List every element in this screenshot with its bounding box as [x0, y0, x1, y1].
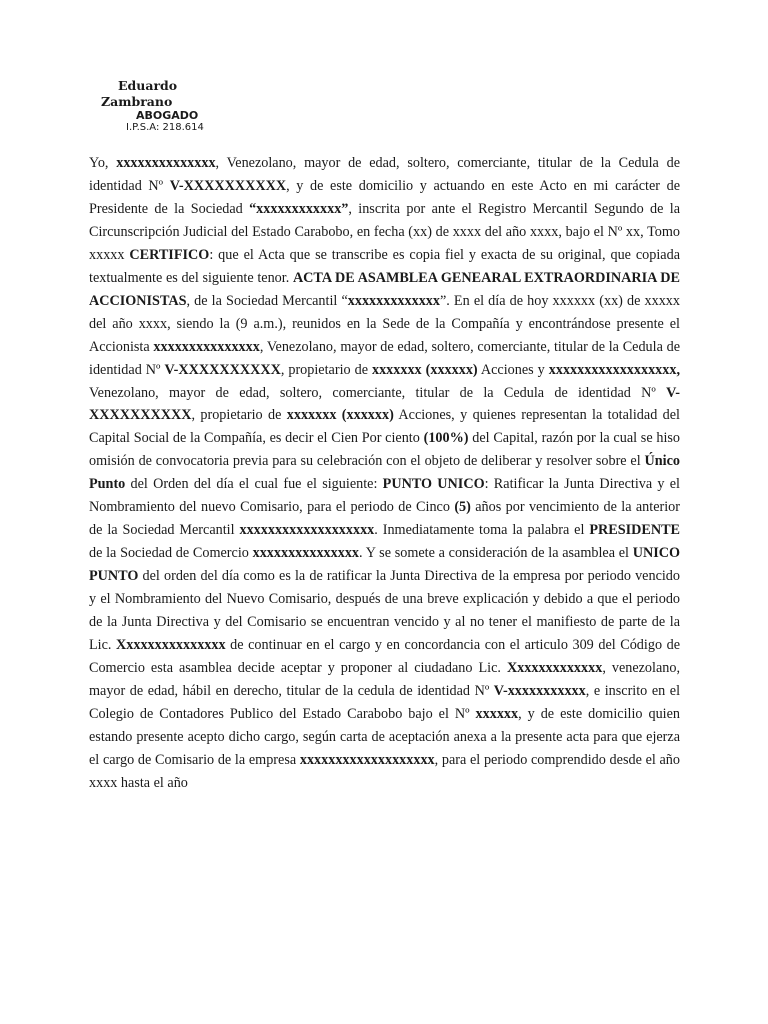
bold-text-run: PRESIDENTE [589, 522, 680, 539]
lawyer-first-name: Eduardo [118, 78, 178, 93]
text-run: , propietario de [191, 407, 287, 424]
text-run: años por vencimiento de la anterior de la Sociedad Mercantil [89, 499, 680, 539]
text-run: Acciones, y quienes representan la totalidad del Capital Social de la Compañía, es decir el Cien Por ciento [89, 407, 680, 447]
text-run: , para el periodo comprendido desde el año xxxx hasta el año [89, 751, 680, 791]
text-run: . Y se somete a consideración de la asamblea el [359, 545, 633, 562]
bold-text-run: “xxxxxxxxxxxx” [249, 200, 349, 217]
bold-text-run: (5) [454, 499, 471, 516]
bold-text-run: xxxxxxxxxxxxxxxxxx, [548, 361, 680, 378]
bold-text-run: xxxxxx [475, 705, 519, 722]
text-run: : que el Acta que se transcribe es copia fiel y exacta de su original, que copiada textualmente es del siguiente tenor. [89, 246, 680, 286]
bold-text-run: ACTA DE ASAMBLEA GENEARAL EXTRAORDINARIA DE ACCIONISTAS [89, 269, 680, 309]
text-run: , venezolano, mayor de edad, hábil en derecho, titular de la cedula de identidad Nº [89, 659, 680, 699]
text-run: . Inmediatamente toma la palabra el [374, 522, 590, 539]
text-run: : Ratificar la Junta Directiva y el Nombramiento del nuevo Comisario, para el periodo de Cinco [89, 476, 681, 516]
lawyer-title: ABOGADO [136, 109, 199, 122]
text-run: , y de este domicilio quien estando presente acepto dicho cargo, según carta de aceptación anexa a la presente acta para que ejerza el cargo de Comisario de la empresa [89, 705, 680, 768]
text-run: , inscrita por ante el Registro Mercantil Segundo de la Circunscripción Judicial del Estado Carabobo, en fecha (xx) de xxxx del año xxxx, bajo el Nº xx, Tomo xxxxx [89, 200, 680, 263]
bold-text-run: xxxxxxxxxxxxxxx [252, 545, 359, 562]
text-run: del orden del día como es la de ratificar la Junta Directiva de la empresa por periodo vencido y el Nombramiento del Nuevo Comisario, después de una breve explicación y debido a que el periodo de la Junta Directiva y del Comisario se encuentran vencido y al no tener el manifiesto de parte de la Lic. [89, 568, 680, 654]
text-run: , Venezolano, mayor de edad, soltero, comerciante, titular de la Cedula de identidad Nº [89, 338, 681, 378]
letterhead [96, 78, 296, 133]
text-run: de la Sociedad de Comercio [89, 545, 253, 562]
text-run: ”. En el día de hoy xxxxxx (xx) de xxxxx del año xxxx, siendo la (9 a.m.), reunidos en la Sede de la Compañía y encontrándose presente el Accionista [89, 292, 680, 355]
bold-text-run: xxxxxxxxxxxxxxxxxxx [299, 751, 435, 768]
text-run: del Capital, razón por la cual se hiso omisión de convocatoria previa para su celebración con el objeto de deliberar y resolver sobre el [89, 430, 680, 470]
bold-text-run: Xxxxxxxxxxxxx [506, 659, 603, 676]
bold-text-run: (100%) [423, 430, 469, 447]
bold-text-run: PUNTO UNICO [382, 476, 485, 493]
bold-text-run: Único Punto [89, 453, 680, 493]
bold-text-run: xxxxxxxxxxxxxx [116, 155, 216, 171]
bold-text-run: xxxxxxx (xxxxxx) [371, 361, 478, 378]
certificate-body-text [89, 152, 680, 795]
lawyer-last-name: Zambrano [101, 94, 173, 109]
bold-text-run: V-xxxxxxxxxxx [493, 682, 586, 699]
bold-text-run: V-XXXXXXXXXX [169, 177, 287, 194]
text-run: Venezolano, mayor de edad, soltero, comerciante, titular de la Cedula de identidad Nº [89, 384, 667, 401]
bold-text-run: V-XXXXXXXXXX [164, 361, 281, 378]
lawyer-registration: I.P.S.A: 218.614 [126, 122, 204, 133]
bold-text-run: CERTIFICO [129, 246, 210, 263]
bold-text-run: xxxxxxx (xxxxxx) [286, 407, 394, 424]
text-run: , e inscrito en el Colegio de Contadores Publico del Estado Carabobo bajo el Nº [89, 682, 681, 722]
text-run: , y de este domicilio y actuando en este Acto en mi carácter de Presidente de la Sociedad [89, 177, 680, 217]
text-run: de continuar en el cargo y en concordancia con el articulo 309 del Código de Comercio esta asamblea decide aceptar y proponer al ciudadano Lic. [89, 637, 680, 676]
text-run: , propietario de [280, 361, 372, 378]
bold-text-run: xxxxxxxxxxxxxxxxxxx [239, 522, 375, 539]
bold-text-run: V-XXXXXXXXXX [89, 384, 680, 424]
bold-text-run: xxxxxxxxxxxxxxx [153, 338, 260, 355]
text-run: Acciones y [477, 361, 549, 378]
bold-text-run: UNICO PUNTO [89, 545, 680, 585]
bold-text-run: xxxxxxxxxxxxx [347, 292, 440, 309]
text-run: del Orden del día el cual fue el siguiente: [125, 476, 383, 493]
text-run: Yo, [89, 155, 117, 171]
text-run: , Venezolano, mayor de edad, soltero, comerciante, titular de la Cedula de identidad Nº [89, 155, 681, 194]
text-run: , de la Sociedad Mercantil “ [186, 292, 348, 309]
bold-text-run: Xxxxxxxxxxxxxxx [116, 637, 226, 654]
